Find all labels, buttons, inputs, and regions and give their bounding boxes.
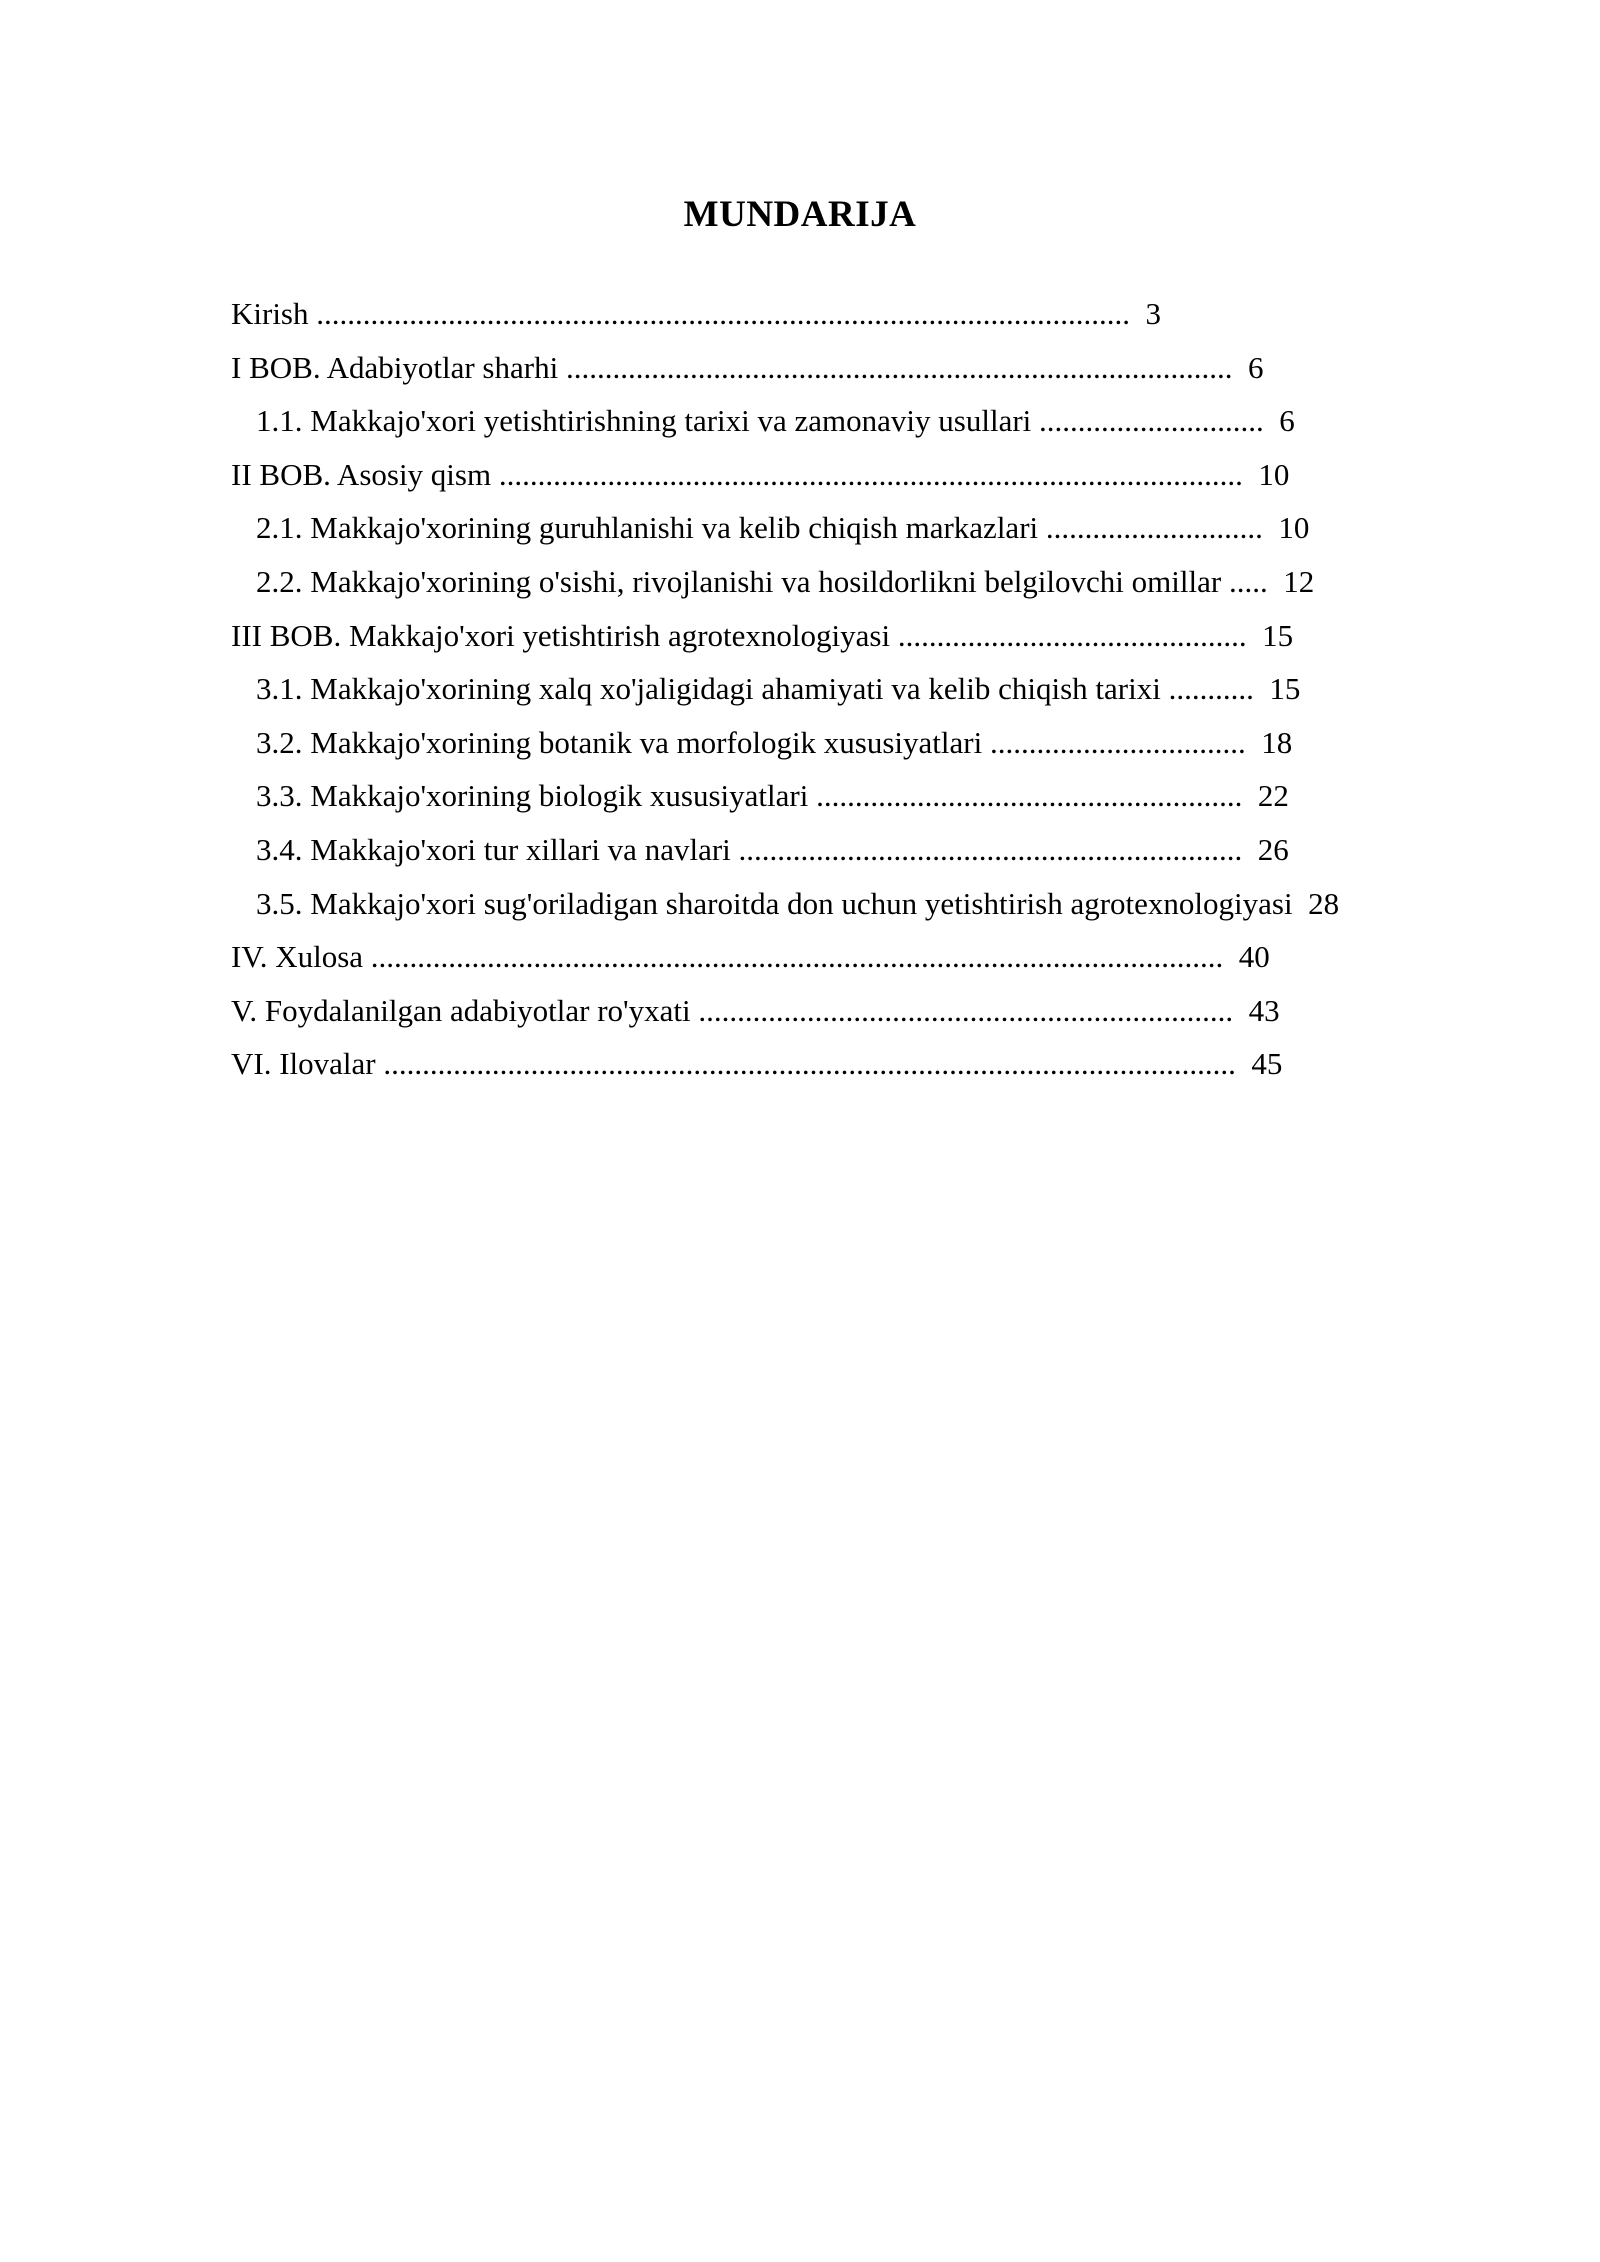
toc-entry-label: 1.1. Makkajo'xori yetishtirishning tarixi va zamonaviy usullari bbox=[256, 403, 1032, 439]
toc-entry-label: 3.5. Makkajo'xori sug'oriladigan sharoitda don uchun yetishtirish agrotexnologiyasi bbox=[256, 885, 1293, 921]
toc-entry-appendices[interactable] bbox=[231, 1037, 1339, 1091]
toc-entry-section-3-2[interactable] bbox=[231, 716, 1339, 770]
toc-entry-label: V. Foydalanilgan adabiyotlar ro'yxati bbox=[231, 992, 691, 1028]
toc-dot-leader: ............................................. bbox=[890, 617, 1263, 653]
toc-dot-leader: ..................................................................... bbox=[690, 992, 1249, 1028]
toc-entry-chapter-2[interactable] bbox=[231, 448, 1339, 502]
toc-entry-label: IV. Xulosa bbox=[231, 939, 364, 975]
toc-page-number: 26 bbox=[1257, 831, 1289, 867]
toc-entry-label: 3.2. Makkajo'xorining botanik va morfologik xususiyatlari bbox=[256, 724, 983, 760]
toc-entry-label: 3.3. Makkajo'xorining biologik xususiyatlari bbox=[256, 778, 809, 814]
toc-dot-leader bbox=[1293, 886, 1309, 921]
toc-page-number: 10 bbox=[1278, 510, 1310, 546]
toc-page-number: 45 bbox=[1251, 1046, 1283, 1082]
toc-dot-leader: ............................. bbox=[1031, 403, 1280, 439]
toc-entry-label: Kirish bbox=[231, 296, 309, 331]
toc-dot-leader: ................................. bbox=[982, 724, 1262, 760]
toc-page-number: 15 bbox=[1269, 671, 1301, 707]
toc-entry-label: VI. Ilovalar bbox=[231, 1046, 376, 1082]
toc-entry-label: 2.2. Makkajo'xorining o'sishi, rivojlanishi va hosildorlikni belgilovchi omillar bbox=[256, 563, 1222, 599]
toc-dot-leader: ................................................................. bbox=[730, 831, 1258, 867]
toc-title: MUNDARIJA bbox=[683, 194, 917, 235]
toc-dot-leader: .............................................................................................................. bbox=[375, 1046, 1252, 1082]
toc-page-number: 6 bbox=[1247, 349, 1264, 385]
toc-entry-label: II BOB. Asosiy qism bbox=[231, 456, 492, 492]
toc-entry-references[interactable] bbox=[231, 984, 1339, 1038]
toc-entry-kirish[interactable] bbox=[231, 287, 1339, 341]
toc-entry-label: I BOB. Adabiyotlar sharhi bbox=[231, 349, 559, 385]
toc-page-number: 22 bbox=[1257, 778, 1289, 814]
toc-page-number: 6 bbox=[1279, 403, 1295, 439]
toc-dot-leader: .............................................................................................................. bbox=[363, 939, 1239, 975]
toc-entry-section-2-1[interactable] bbox=[231, 501, 1339, 555]
toc-entry-chapter-3[interactable] bbox=[231, 609, 1339, 663]
toc-dot-leader: ....................................................... bbox=[808, 778, 1258, 814]
toc-entry-label: 3.1. Makkajo'xorining xalq xo'jaligidagi ahamiyati va kelib chiqish tarixi bbox=[256, 671, 1161, 707]
toc-page-number: 10 bbox=[1258, 456, 1290, 492]
toc-page-number: 3 bbox=[1145, 296, 1161, 331]
toc-entry-section-1-1[interactable] bbox=[231, 394, 1339, 448]
table-of-contents bbox=[231, 287, 1339, 1091]
toc-page-number: 15 bbox=[1262, 617, 1294, 653]
toc-entry-section-3-1[interactable] bbox=[231, 662, 1339, 716]
toc-page-number: 40 bbox=[1238, 939, 1270, 975]
toc-dot-leader: ..... bbox=[1221, 563, 1284, 599]
toc-dot-leader: ......................................................................................................... bbox=[308, 296, 1146, 331]
toc-entry-section-2-2[interactable] bbox=[231, 555, 1339, 609]
toc-entry-label: 3.4. Makkajo'xori tur xillari va navlari bbox=[256, 831, 731, 867]
toc-entry-section-3-4[interactable] bbox=[231, 823, 1339, 877]
toc-page-number: 12 bbox=[1283, 563, 1315, 599]
toc-entry-section-3-3[interactable] bbox=[231, 769, 1339, 823]
toc-page-number: 18 bbox=[1261, 724, 1293, 760]
toc-dot-leader: ...................................................................................... bbox=[558, 349, 1248, 385]
toc-dot-leader: ............................ bbox=[1038, 510, 1279, 546]
toc-entry-label: 2.1. Makkajo'xorining guruhlanishi va kelib chiqish markazlari bbox=[256, 510, 1039, 546]
toc-page-number: 43 bbox=[1248, 992, 1280, 1028]
toc-dot-leader: ........... bbox=[1160, 671, 1270, 707]
toc-entry-section-3-5[interactable] bbox=[231, 877, 1339, 931]
toc-dot-leader: ................................................................................................ bbox=[491, 456, 1259, 492]
toc-page-number: 28 bbox=[1308, 885, 1340, 921]
toc-entry-label: III BOB. Makkajo'xori yetishtirish agrotexnologiyasi bbox=[231, 617, 891, 653]
toc-entry-conclusion[interactable] bbox=[231, 930, 1339, 984]
toc-entry-chapter-1[interactable] bbox=[231, 341, 1339, 395]
